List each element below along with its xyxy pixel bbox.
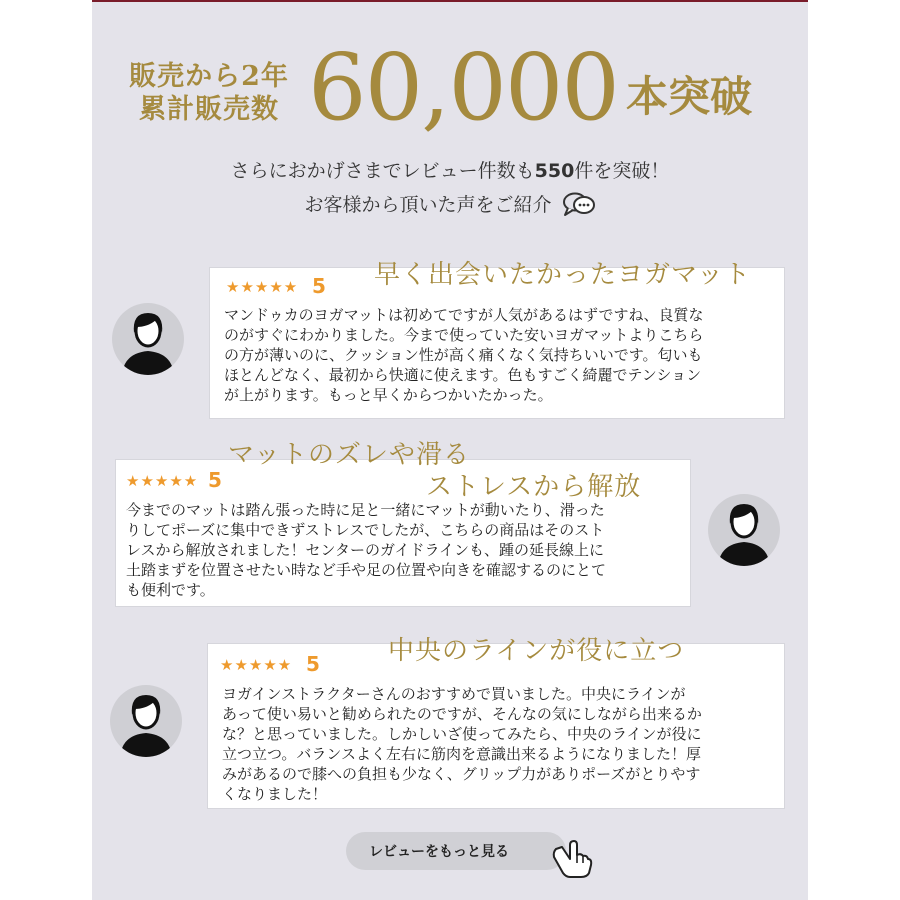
review-line: りしてポーズに集中できずストレスでしたが、こちらの商品はそのスト: [126, 521, 605, 539]
review-headline-1: 早く出会いたかったヨガマット: [374, 260, 751, 290]
review-line: ヨガインストラクターさんのおすすめで買いました。中央にラインが: [222, 685, 686, 703]
review-line: マンドゥカのヨガマットは初めてですが人気があるはずですね、良質な: [224, 306, 704, 324]
review-line: の方が薄いのに、クッション性が高く痛くなく気持ちいいです。匂いも: [224, 346, 703, 364]
intro-line1-prefix: さらにおかげさまでレビュー件数も: [230, 160, 535, 182]
avatar-woman-icon: [112, 303, 184, 375]
pointing-hand-icon: [548, 835, 594, 881]
review-line: くなりました！: [222, 785, 328, 803]
review-line: レスから解放されました！センターのガイドラインも、踵の延長線上に: [126, 541, 605, 559]
star-rating: ★★★★★: [220, 656, 293, 674]
rating-score: 5: [312, 274, 326, 298]
review-headline-2b: ストレスから解放: [426, 472, 642, 502]
star-rating: ★★★★★: [226, 278, 299, 296]
intro-line2: [92, 191, 808, 218]
hero-line2: 累計販売数: [139, 94, 279, 125]
review-line: も便利です。: [126, 581, 215, 599]
star-rating: ★★★★★: [126, 472, 199, 490]
hero-line1: 販売から2年: [129, 61, 289, 92]
rating-score: 5: [208, 468, 222, 492]
avatar-woman-icon: [110, 685, 182, 757]
review-line: が上がります。もっと早くからつかいたかった。: [224, 386, 553, 404]
review-line: 今までのマットは踏ん張った時に足と一緒にマットが動いたり、滑った: [126, 501, 605, 519]
review-line: ほとんどなく、最初から快適に使えます。色もすごく綺麗でテンション: [224, 366, 702, 384]
more-reviews-button[interactable]: レビューをもっと見る: [346, 832, 566, 870]
review-headline-3: 中央のラインが役に立つ: [388, 636, 685, 666]
intro-line1-suffix: 件を突破！: [574, 160, 670, 182]
review-line: 立つ立つ。バランスよく左右に筋肉を意識出来るようになりました！厚: [222, 745, 701, 763]
hero-number: 60,000: [308, 34, 618, 141]
chat-bubble-icon: [562, 191, 596, 217]
review-text: [224, 305, 776, 405]
top-accent-line: [92, 0, 808, 2]
rating-score: 5: [306, 652, 320, 676]
review-count: 550: [534, 160, 575, 182]
avatar-woman-icon: [708, 494, 780, 566]
review-card-3: [208, 644, 784, 808]
hero-caption: [116, 60, 302, 126]
intro-line1: [92, 158, 808, 184]
review-line: 土踏まずを位置させたい時など手や足の位置や向きを確認するのにとて: [126, 561, 607, 579]
review-line: みがあるので膝への負担も少なく、グリップ力がありポーズがとりやす: [222, 765, 701, 783]
hero-suffix: 本突破: [626, 72, 753, 121]
review-text: [126, 500, 682, 600]
review-text: [222, 684, 776, 804]
review-line: な？と思っていました。しかしいざ使ってみたら、中央のラインが役に: [222, 725, 702, 743]
review-line: あって使い易いと勧められたのですが、そんなの気にしながら出来るか: [222, 705, 702, 723]
review-line: のがすぐにわかりました。今まで使っていた安いヨガマットよりこちら: [224, 326, 704, 344]
review-headline-2a: マットのズレや滑る: [228, 440, 470, 470]
intro-line2-text: お客様から頂いた声をご紹介: [304, 194, 552, 216]
